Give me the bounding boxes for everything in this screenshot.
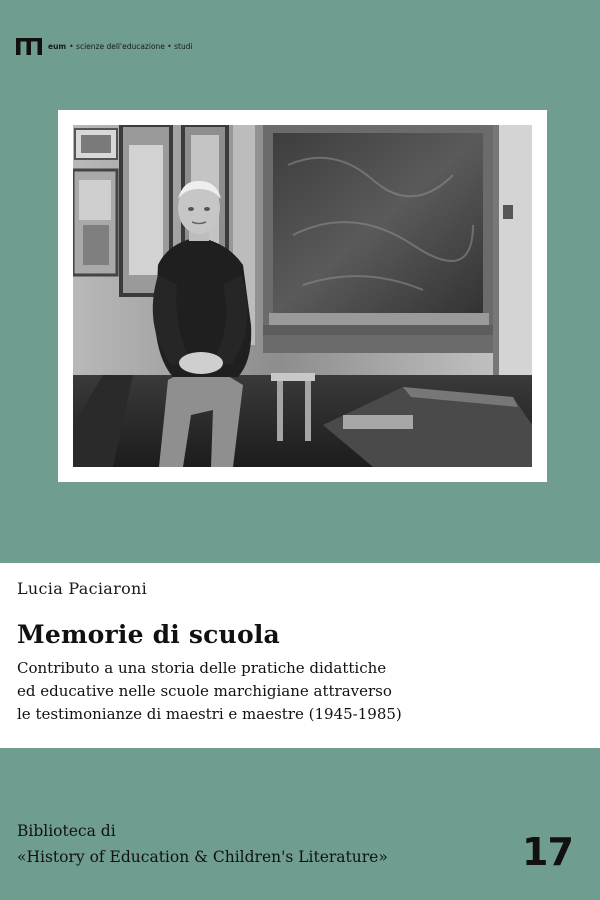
subtitle-line: le testimonianze di maestri e maestre (1945-1985) <box>17 705 402 723</box>
publisher-logo-icon <box>16 38 42 55</box>
subtitle-line: Contributo a una storia delle pratiche didattiche <box>17 659 387 677</box>
author-name: Lucia Paciaroni <box>17 579 148 598</box>
cover-photo-frame <box>58 110 547 482</box>
series-label <box>48 42 193 51</box>
collection-line: Biblioteca di <box>17 822 116 840</box>
classroom-photo-illustration <box>73 125 532 467</box>
volume-number: 17 <box>522 830 573 874</box>
subtitle-line: ed educative nelle scuole marchigiane attraverso <box>17 682 392 700</box>
publisher-name: eum <box>48 41 67 51</box>
collection-name <box>17 818 388 870</box>
collection-line: «History of Education & Children's Literature» <box>17 848 388 866</box>
series-name: • scienze dell'educazione • studi <box>69 41 193 51</box>
publisher-header <box>16 37 193 55</box>
cover-photo <box>73 125 532 467</box>
book-subtitle <box>17 657 577 726</box>
book-title: Memorie di scuola <box>17 620 280 649</box>
